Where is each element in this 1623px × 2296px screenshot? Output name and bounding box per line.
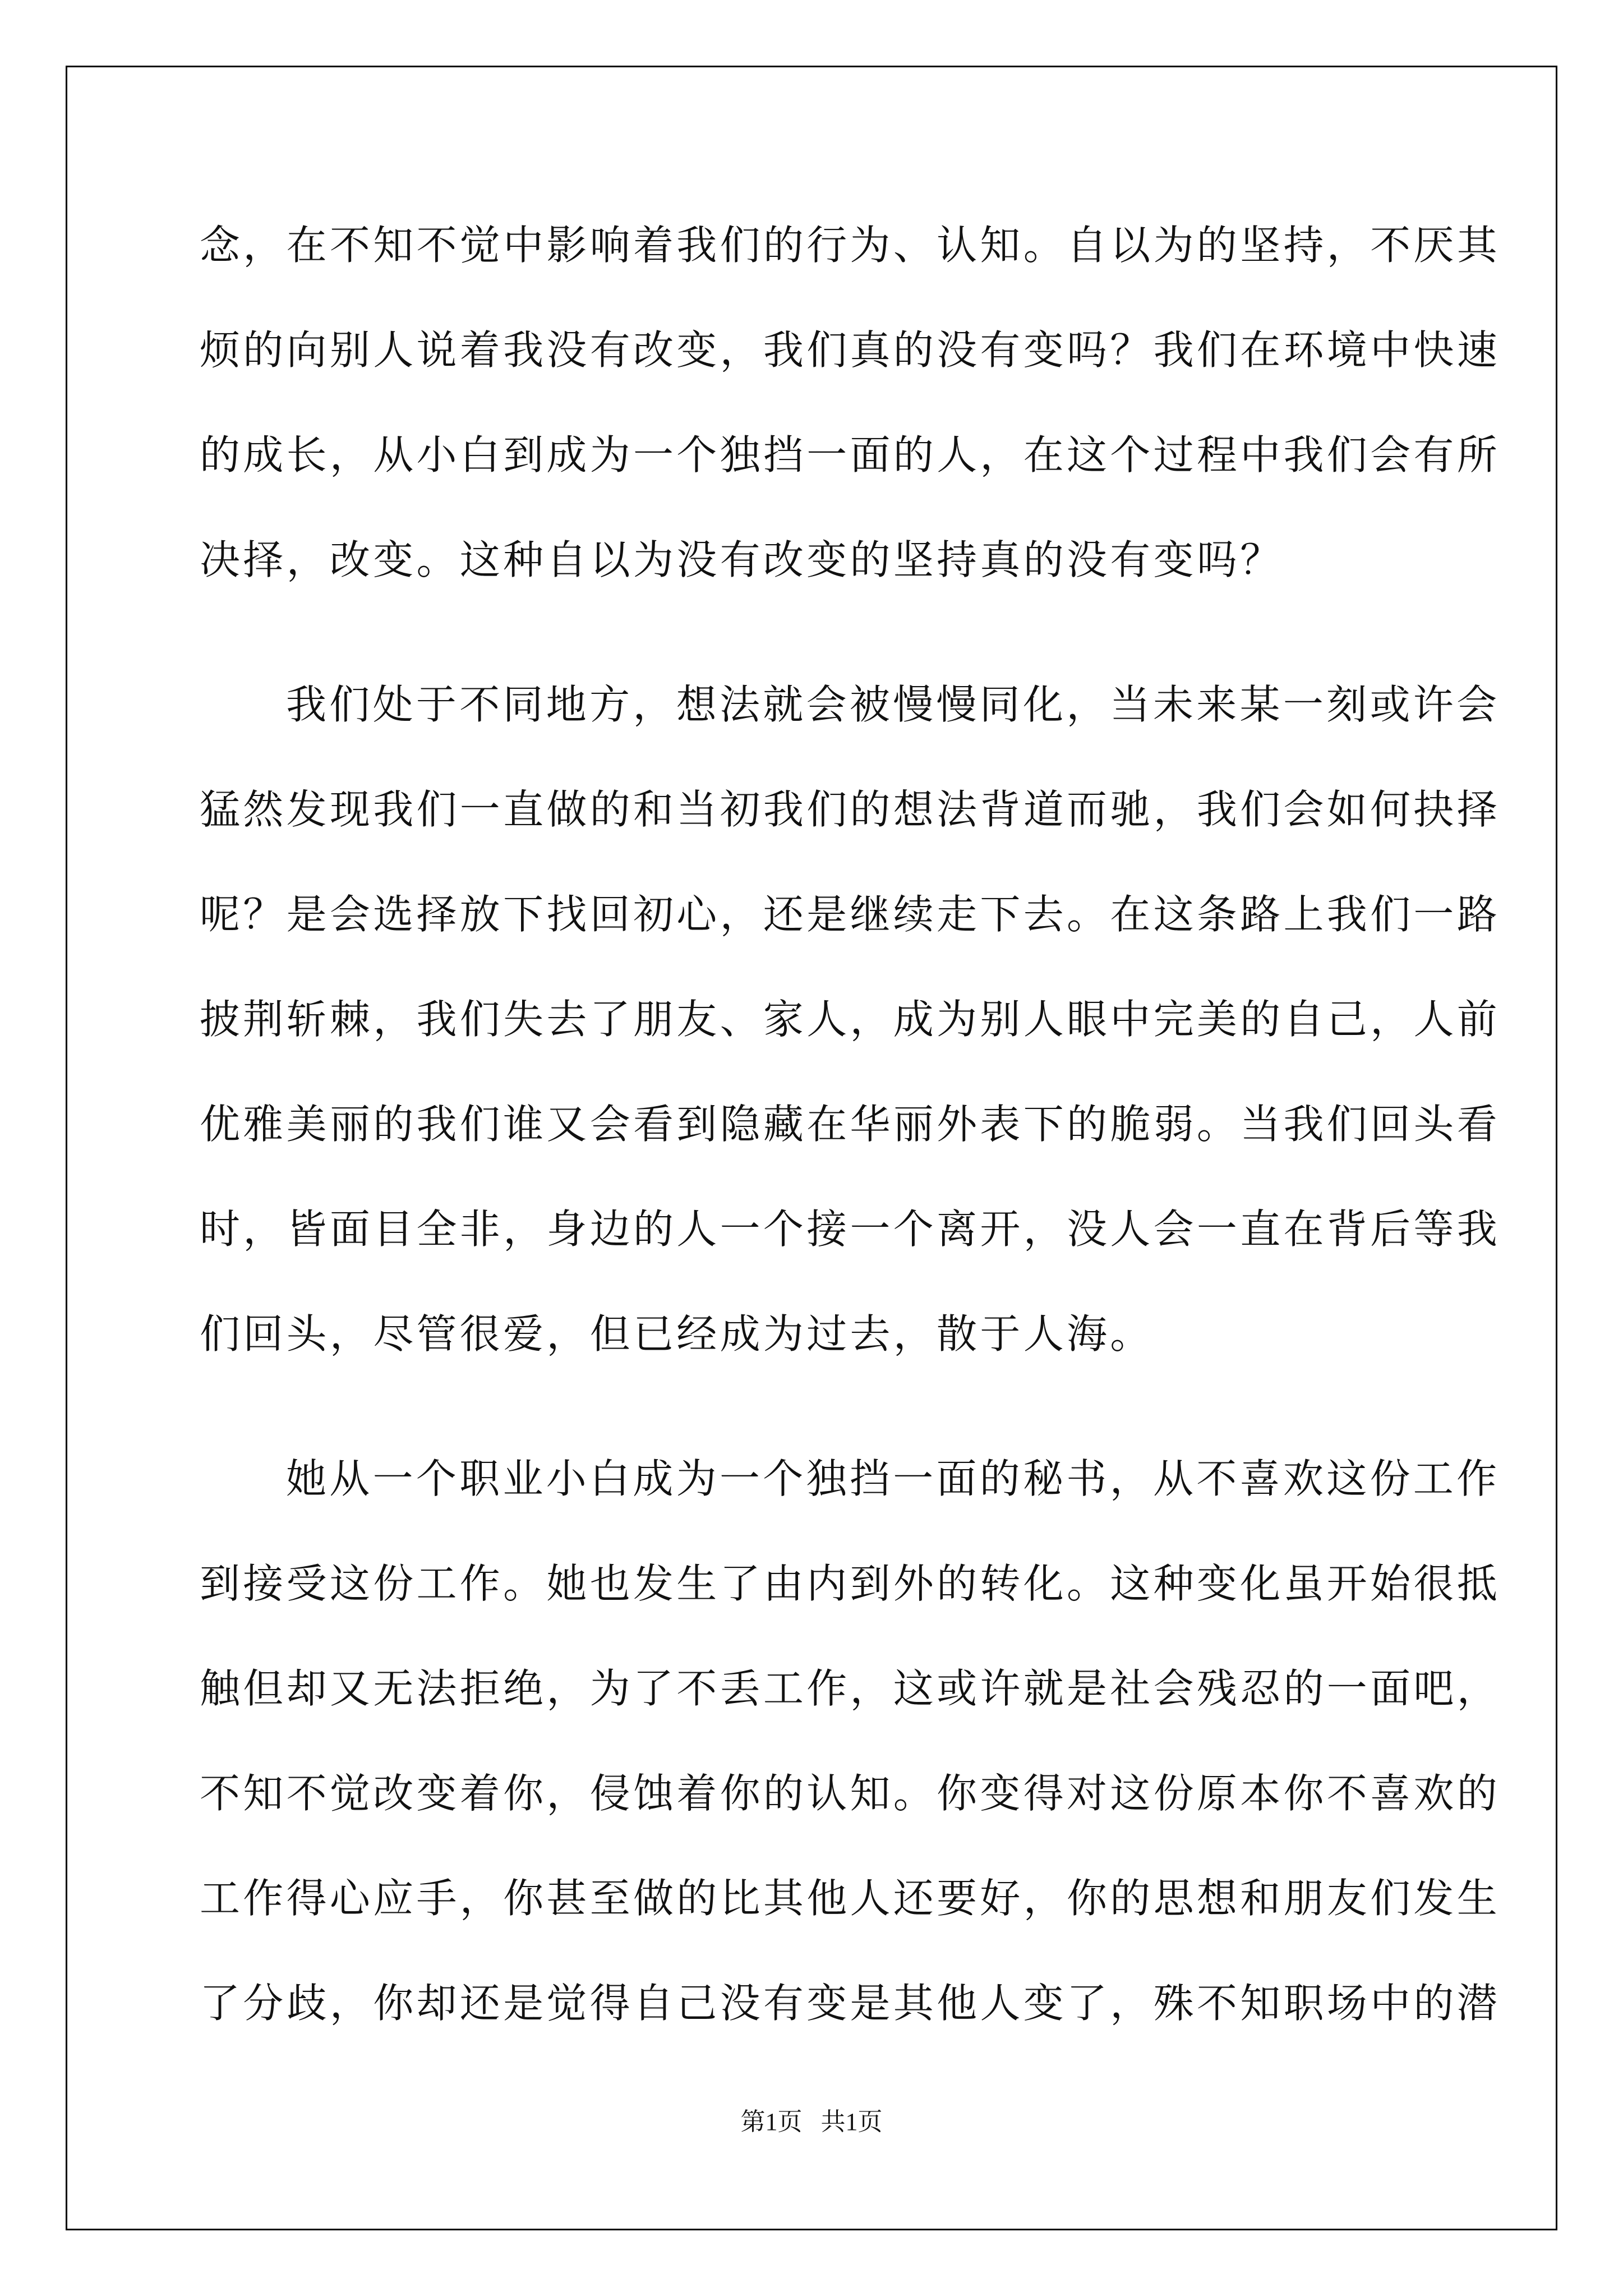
text-line: 优雅美丽的我们谁又会看到隐藏在华丽外表下的脆弱。当我们回头看	[200, 1101, 1501, 1148]
text-line: 到接受这份工作。她也发生了由内到外的转化。这种变化虽开始很抵	[200, 1560, 1501, 1607]
text-line: 触但却又无法拒绝，为了不丢工作，这或许就是社会残忍的一面吧，	[200, 1665, 1501, 1712]
text-line: 念，在不知不觉中影响着我们的行为、认知。自以为的坚持，不厌其	[200, 222, 1501, 269]
text-line: 不知不觉改变着你，侵蚀着你的认知。你变得对这份原本你不喜欢的	[200, 1770, 1501, 1817]
text-line: 决择，改变。这种自以为没有改变的坚持真的没有变吗？	[200, 536, 1284, 583]
text-line: 我们处于不同地方，想法就会被慢慢同化，当未来某一刻或许会	[286, 681, 1500, 728]
text-line: 的成长，从小白到成为一个独挡一面的人，在这个过程中我们会有所	[200, 431, 1501, 478]
text-line: 猛然发现我们一直做的和当初我们的想法背道而驰，我们会如何抉择	[200, 786, 1501, 833]
text-line: 们回头，尽管很爱，但已经成为过去，散于人海。	[200, 1310, 1154, 1358]
text-line: 烦的向别人说着我没有改变，我们真的没有变吗？我们在环境中快速	[200, 326, 1501, 374]
document-body	[200, 193, 1501, 2056]
text-line: 她从一个职业小白成为一个独挡一面的秘书，从不喜欢这份工作	[286, 1455, 1500, 1502]
text-line: 呢？是会选择放下找回初心，还是继续走下去。在这条路上我们一路	[200, 891, 1501, 938]
text-line: 工作得心应手，你甚至做的比其他人还要好，你的思想和朋友们发生	[200, 1875, 1501, 1922]
page-footer: 第1页 共1页	[740, 2108, 883, 2136]
text-line: 时，皆面目全非，身边的人一个接一个离开，没人会一直在背后等我	[200, 1205, 1501, 1253]
text-line: 披荆斩棘，我们失去了朋友、家人，成为别人眼中完美的自己，人前	[200, 996, 1501, 1043]
text-line: 了分歧，你却还是觉得自己没有变是其他人变了，殊不知职场中的潜	[200, 1980, 1501, 2027]
